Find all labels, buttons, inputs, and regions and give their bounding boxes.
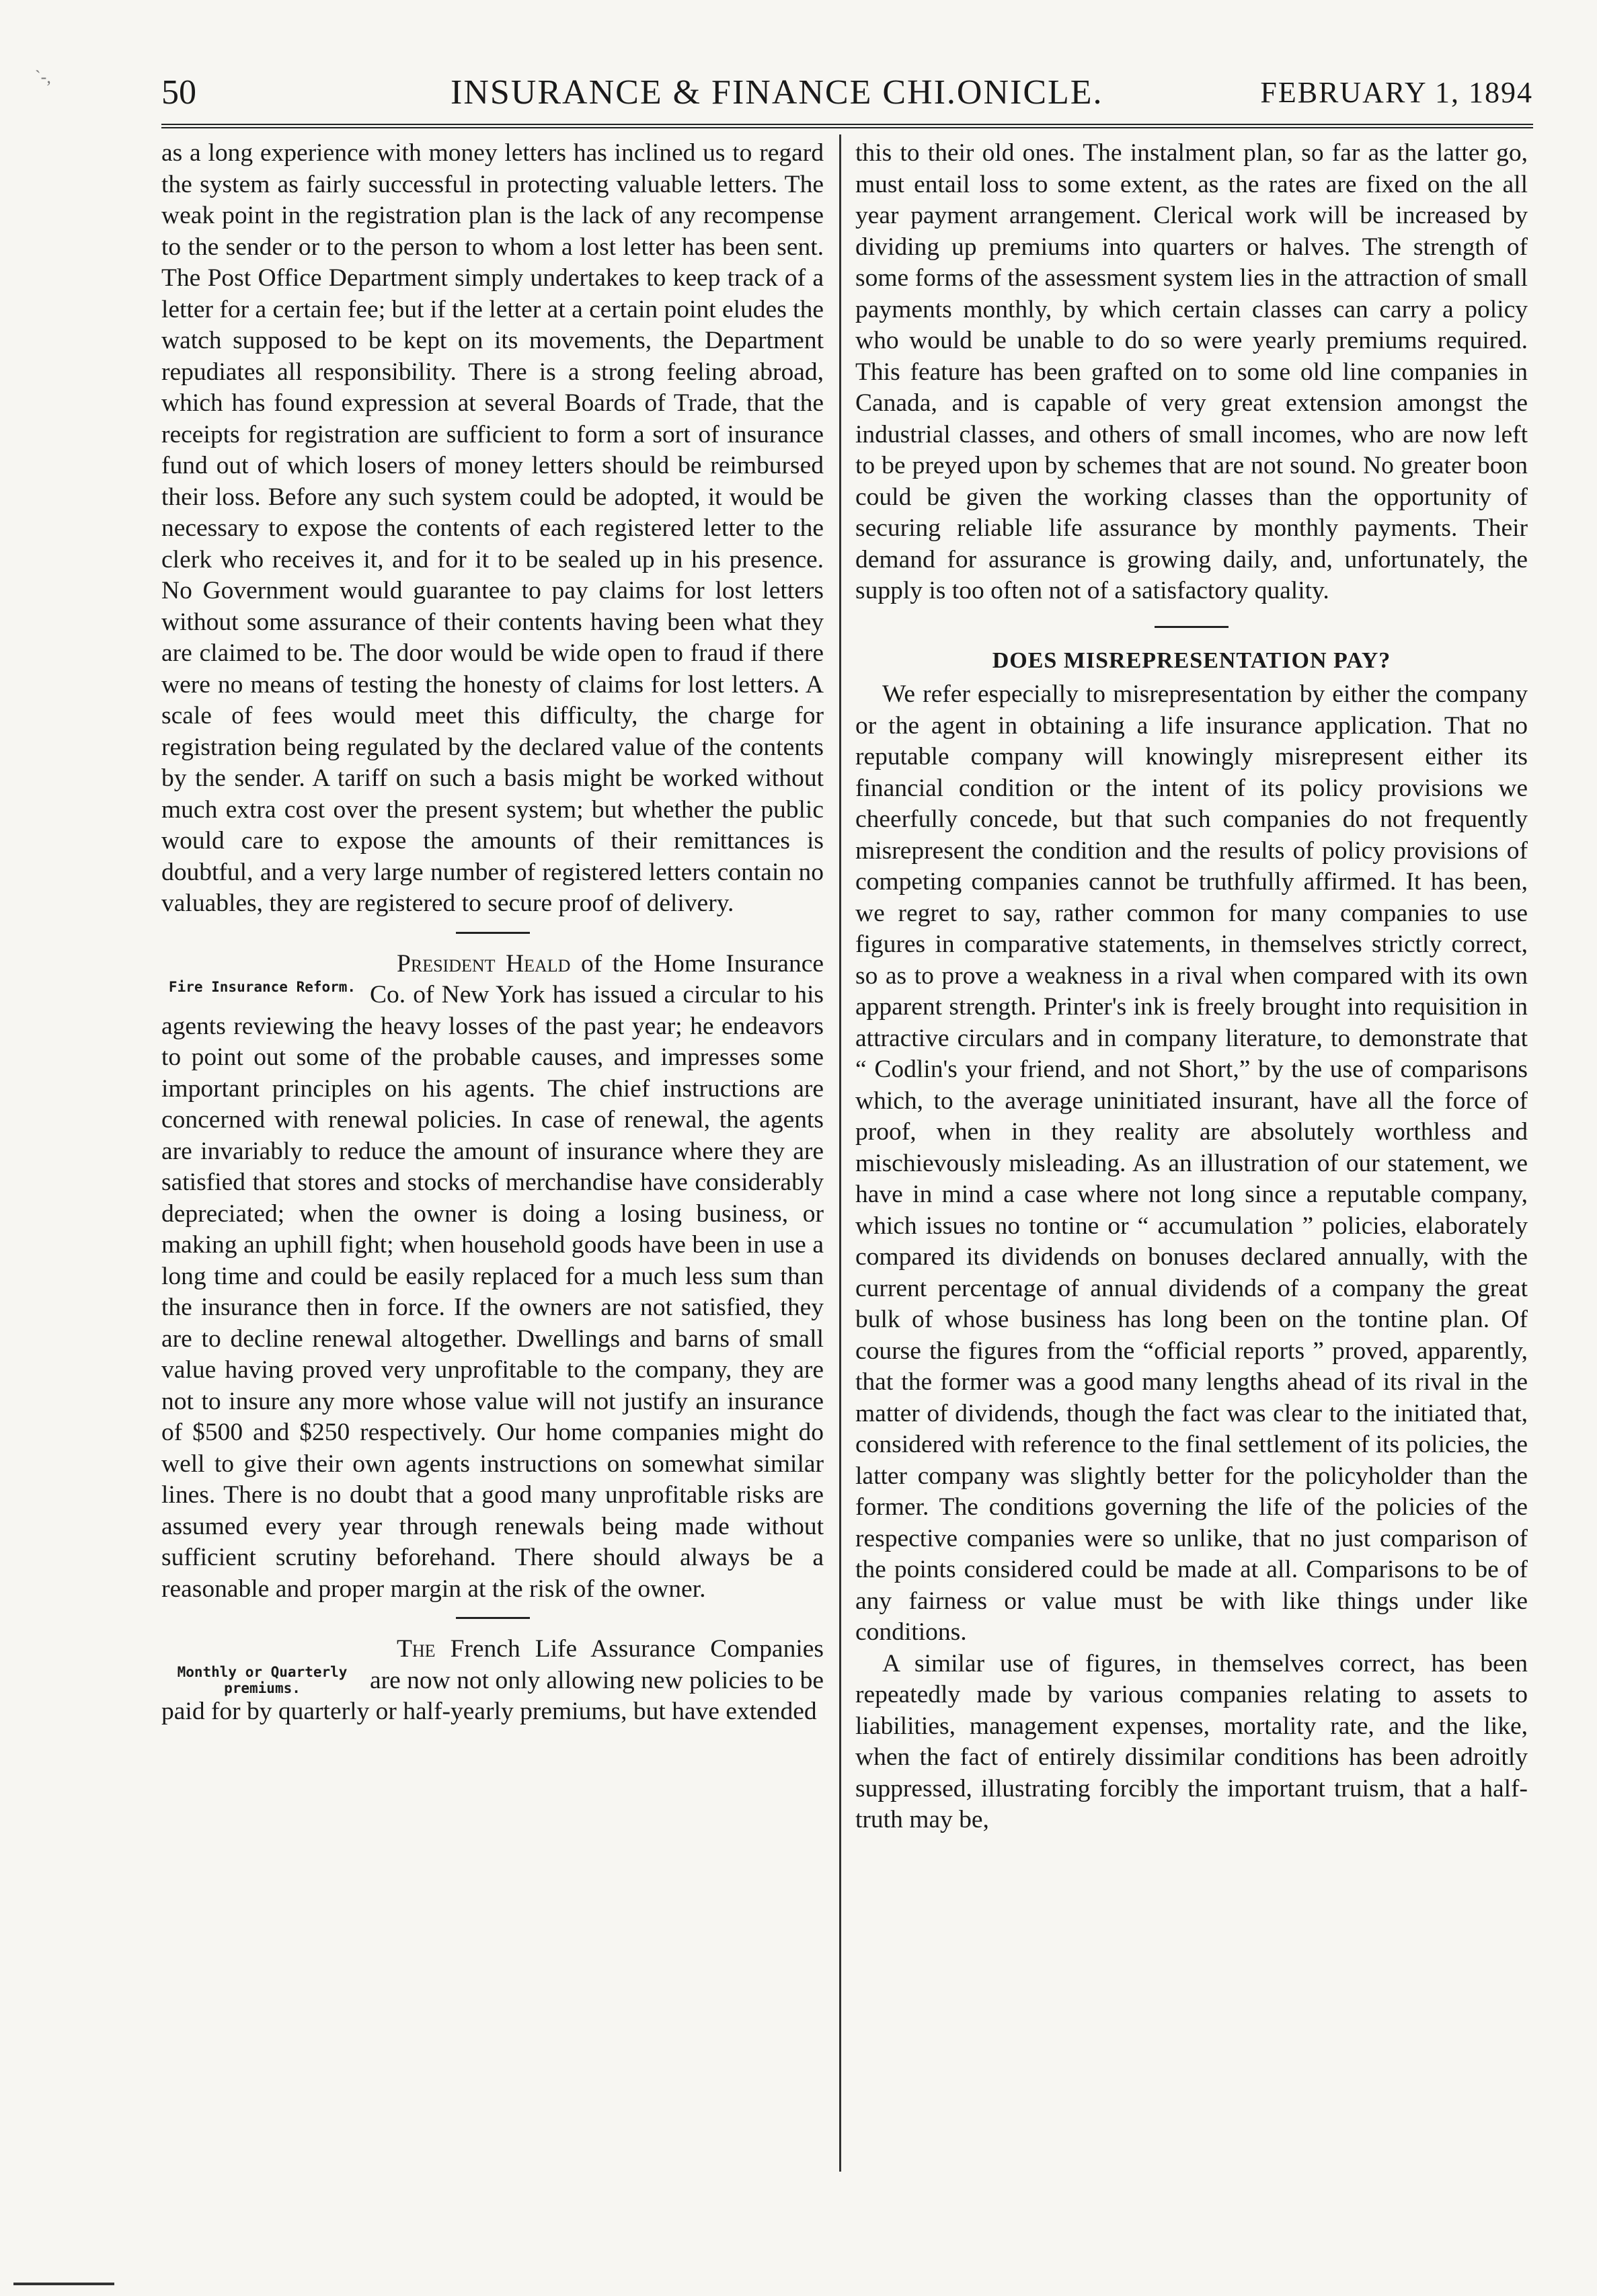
article-paragraph: of the Home Insurance Co. of New York has issued a circular to his agents reviewing the heavy losses of the past year; he endeavors to point out some of the probable causes, and impresses some important principles on his agents. The chief instructions are concerned with renewal policies. In case of renewal, the agents are invariably to reduce the amount of insurance where they are satisfied that stores and stocks of merchandise have considerably depreciated; when the owner is doing a losing business, or making an uphill fight; when household goods have been in use a long time and could be easily replaced for a much less sum than the insurance then in force. If the owners are not satisfied, they are to decline renewal altogether. Dwellings and barns of small value having proved very unprofitable to the company, they are not to insure any more whose value will not justify an insurance of $500 and $250 respectively. Our home companies might do well to give their own agents instructions on somewhat similar lines. There is no doubt that a good many unprofitable risks are assumed every year through renewals being made without sufficient scrutiny beforehand. There should always be a reasonable and proper margin at the risk of the owner. <box>161 949 824 1603</box>
section-divider <box>456 932 530 934</box>
issue-date: FEBRUARY 1, 1894 <box>1260 76 1533 109</box>
article-paragraph: this to their old ones. The instalment plan, so far as the latter go, must entail loss to some extent, as the rates are fixed on the all year payment arrangement. Clerical work will be increased by dividing up premiums into quarters or halves. The strength of some forms of the assessment system lies in the attraction of small payments monthly, by which certain classes can carry a policy who would be unable to do so were yearly premiums required. This feature has been grafted on to some old line companies in Canada, and is capable of very great extension amongst the industrial classes, and others of small incomes, who are now left to be preyed upon by schemes that are not sound. No greater boon could be given the working classes than the opportunity of securing reliable life assurance by monthly payments. Their demand for assurance is growing daily, and, unfortunately, the supply is too often not of a satisfactory quality. <box>855 139 1528 604</box>
article-paragraph: French Life Assurance Companies are now not only allowing new policies to be paid for by quarterly or half-yearly premiums, but have extended <box>161 1635 824 1725</box>
right-column <box>855 138 1528 1836</box>
section-divider <box>456 1617 530 1619</box>
margin-note-monthly-premiums: Monthly or Quarterly premiums. <box>177 1664 348 1696</box>
scan-mark: `-, <box>35 67 51 87</box>
lead-in-president-heald: President Heald <box>397 949 571 978</box>
lead-in-the: The <box>397 1635 436 1663</box>
article-paragraph: A similar use of figures, in themselves correct, has been repeatedly made by various companies relating to assets to liabilities, management expenses, mortality rate, and the like, when the fact of entirely dissimilar conditions has been adroitly suppressed, illustrating forcibly the important truism, that a half-truth may be, <box>855 1649 1528 1833</box>
article-paragraph: as a long experience with money letters has inclined us to regard the system as fairly successful in protecting valuable letters. The weak point in the registration plan is the lack of any recompense to the sender or to the person to whom a lost letter has been sent. The Post Office Department simply undertakes to keep track of a letter for a certain fee; but if the letter at a certain point eludes the watch supposed to be kept on its movements, the Department repudiates all responsibility. There is a strong feeling abroad, which has found expression at several Boards of Trade, that the receipts for registration are sufficient to form a sort of insurance fund out of which losers of money letters should be reimbursed their loss. Before any such system could be adopted, it would be necessary to expose the contents of each registered letter to the clerk who receives it, and for it to be sealed up in his presence. No Government would guarantee to pay claims for lost letters without some assurance of their contents having been what they are claimed to be. The door would be wide open to fraud if there were no means of testing the honesty of claims for lost letters. A scale of fees would meet this difficulty, the charge for registration being regulated by the declared value of the contents by the sender. A tariff on such a basis might be worked without much extra cost over the present system; but whether the public would care to expose the amounts of their remittances is doubtful, and a very large number of registered letters contain no valuables, they are registered to secure proof of delivery. <box>161 139 824 917</box>
footer-rule <box>13 2283 114 2285</box>
column-divider <box>839 134 841 2172</box>
publication-title: INSURANCE & FINANCE CHI.ONICLE. <box>451 73 1103 112</box>
monthly-premiums-section <box>161 1634 824 1728</box>
article-paragraph: We refer especially to misrepresentation by either the company or the agent in obtaining a life insurance application. That no reputable company will knowingly misrepresent either its financial condition or the intent of its policy provisions we cheerfully concede, but that such companies do not frequently misrepresent the condition and the results of policy provisions of competing companies cannot be truthfully affirmed. It has been, we regret to say, rather common for many companies to use figures in comparative statements, in themselves strictly correct, so as to prove a weakness in a rival when compared with its own apparent strength. Printer's ink is freely brought into requisition in attractive circulars and in company literature, to demonstrate that “ Codlin's your friend, and not Short,” by the use of comparisons which, to the average uninitiated insurant, have all the force of proof, when in they reality are absolutely worthless and mischievously misleading. As an illustration of our statement, we have in mind a case where not long since a reputable company, which issues no tontine or “ accumulation ” policies, elaborately compared its dividends on bonuses declared annually, with the current percentage of annual dividends of a company the great bulk of whose business has long been on the tontine plan. Of course the figures from the “official reports ” proved, apparently, that the former was a good many lengths ahead of its rival in the matter of dividends, though the fact was clear to the initiated that, considered with reference to the final settlement of its policies, the latter company was slightly better for the policyholder than the former. The conditions governing the life of the policies of the respective companies were so unlike, that no just comparison of the points considered could be made at all. Comparisons to be of any fairness or value must be with like things under like conditions. <box>855 680 1528 1646</box>
left-column <box>161 138 824 1728</box>
fire-insurance-section <box>161 949 824 1606</box>
margin-note-fire-insurance: Fire Insurance Reform. <box>168 978 356 995</box>
page-number: 50 <box>161 73 196 112</box>
page-header <box>161 73 1533 126</box>
section-divider <box>1155 626 1229 628</box>
section-heading: DOES MISREPRESENTATION PAY? <box>992 647 1391 673</box>
header-rule <box>161 124 1533 128</box>
